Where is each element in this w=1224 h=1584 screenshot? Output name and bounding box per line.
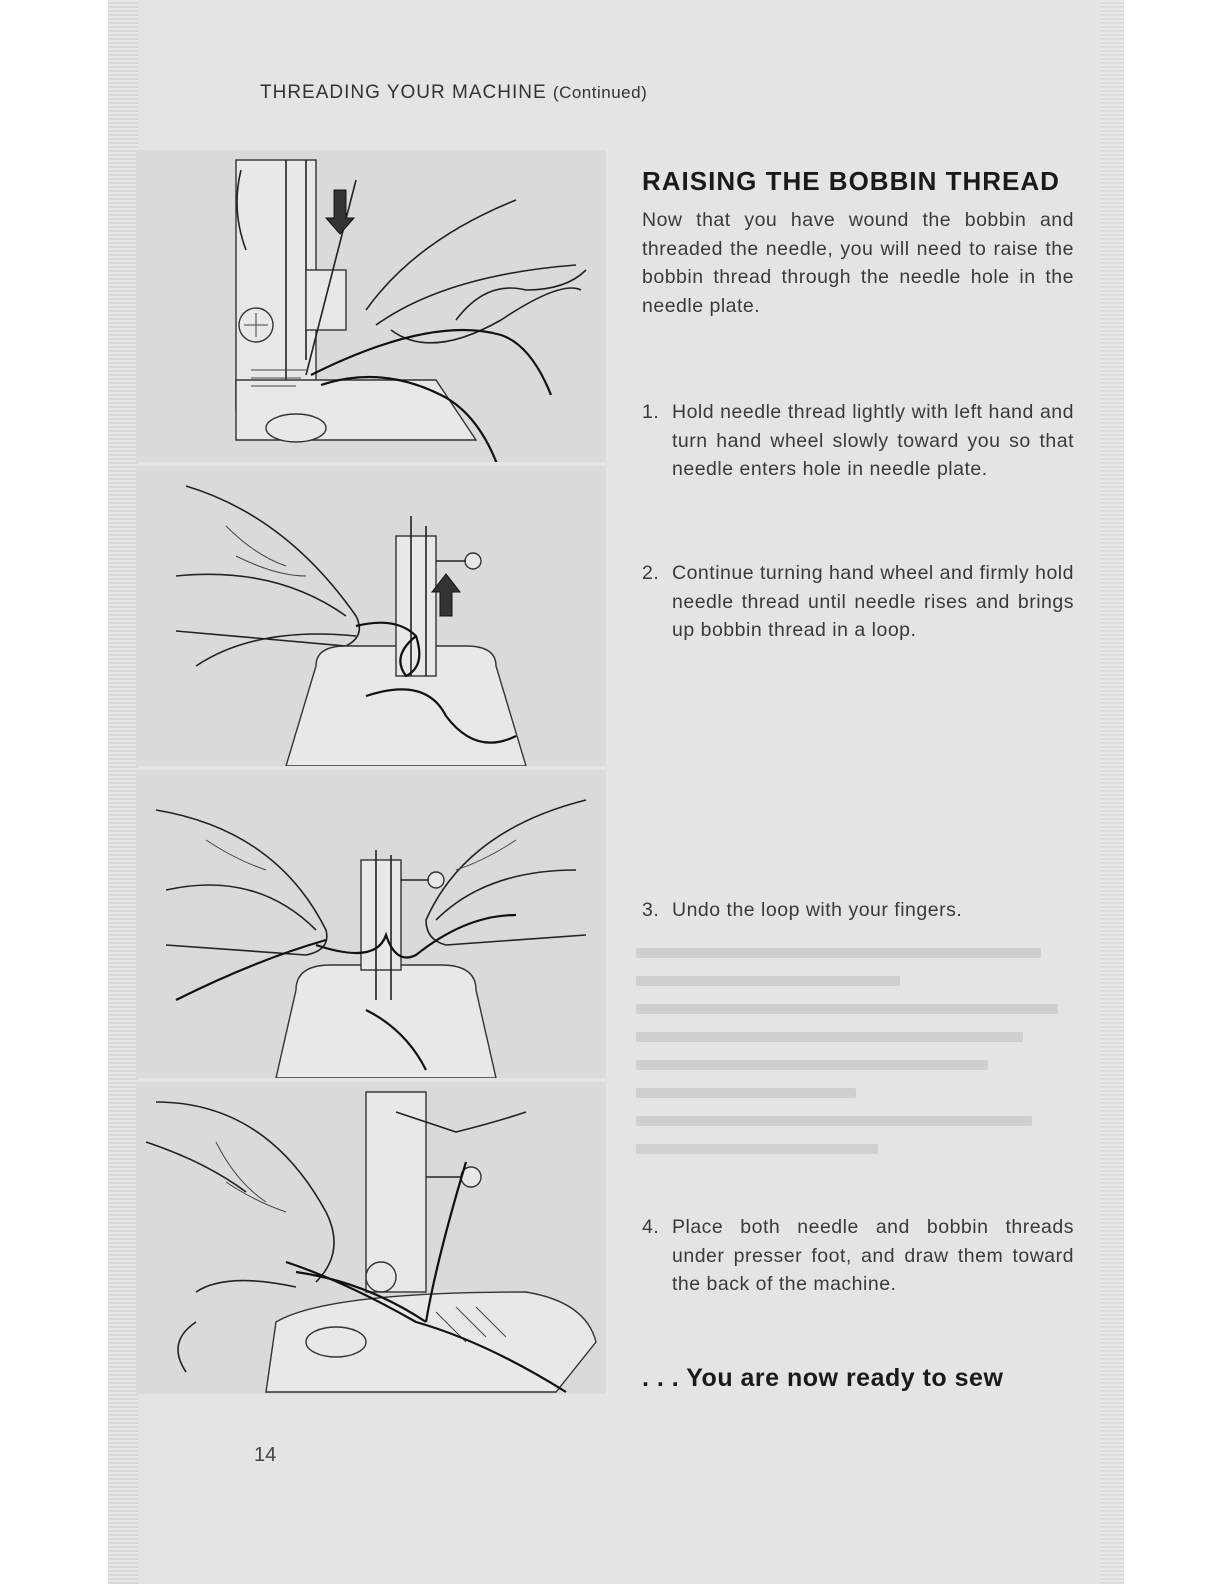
step-number: 4. <box>642 1216 660 1238</box>
step-1 <box>642 398 1074 484</box>
section-title: THREADING YOUR MACHINE <box>260 82 547 103</box>
step-text: Hold needle thread lightly with left hand and turn hand wheel slowly toward you so that needle enters hole in needle plate. <box>672 401 1074 481</box>
section-heading: RAISING THE BOBBIN THREAD <box>642 166 1060 196</box>
intro-paragraph: Now that you have wound the bobbin and threaded the needle, you will need to raise the bobbin thread through the needle hole in the needle plate. <box>642 209 1074 317</box>
running-header <box>260 82 647 104</box>
page-number: 14 <box>254 1444 277 1466</box>
continued-label: (Continued) <box>552 83 648 102</box>
step-2 <box>642 559 1074 645</box>
closing-line: . . . You are now ready to sew <box>642 1364 1004 1392</box>
needle-down-hand-wheel-illustration <box>136 150 606 462</box>
undo-loop-fingers-illustration <box>136 770 606 1078</box>
step-text: Continue turning hand wheel and firmly hold needle thread until needle rises and brings up bobbin thread in a loop. <box>672 562 1074 642</box>
step-text: Undo the loop with your fingers. <box>672 899 963 921</box>
step-text: Place both needle and bobbin threads under presser foot, and draw them toward the back of the machine. <box>672 1216 1074 1296</box>
bobbin-loop-rising-illustration <box>136 466 606 766</box>
step-number: 2. <box>642 562 660 584</box>
step-3 <box>642 896 1074 925</box>
threads-under-presser-foot-illustration <box>136 1082 606 1394</box>
step-4 <box>642 1213 1074 1299</box>
step-number: 1. <box>642 401 660 423</box>
step-number: 3. <box>642 899 660 921</box>
bleed-through-text <box>636 930 1076 1190</box>
